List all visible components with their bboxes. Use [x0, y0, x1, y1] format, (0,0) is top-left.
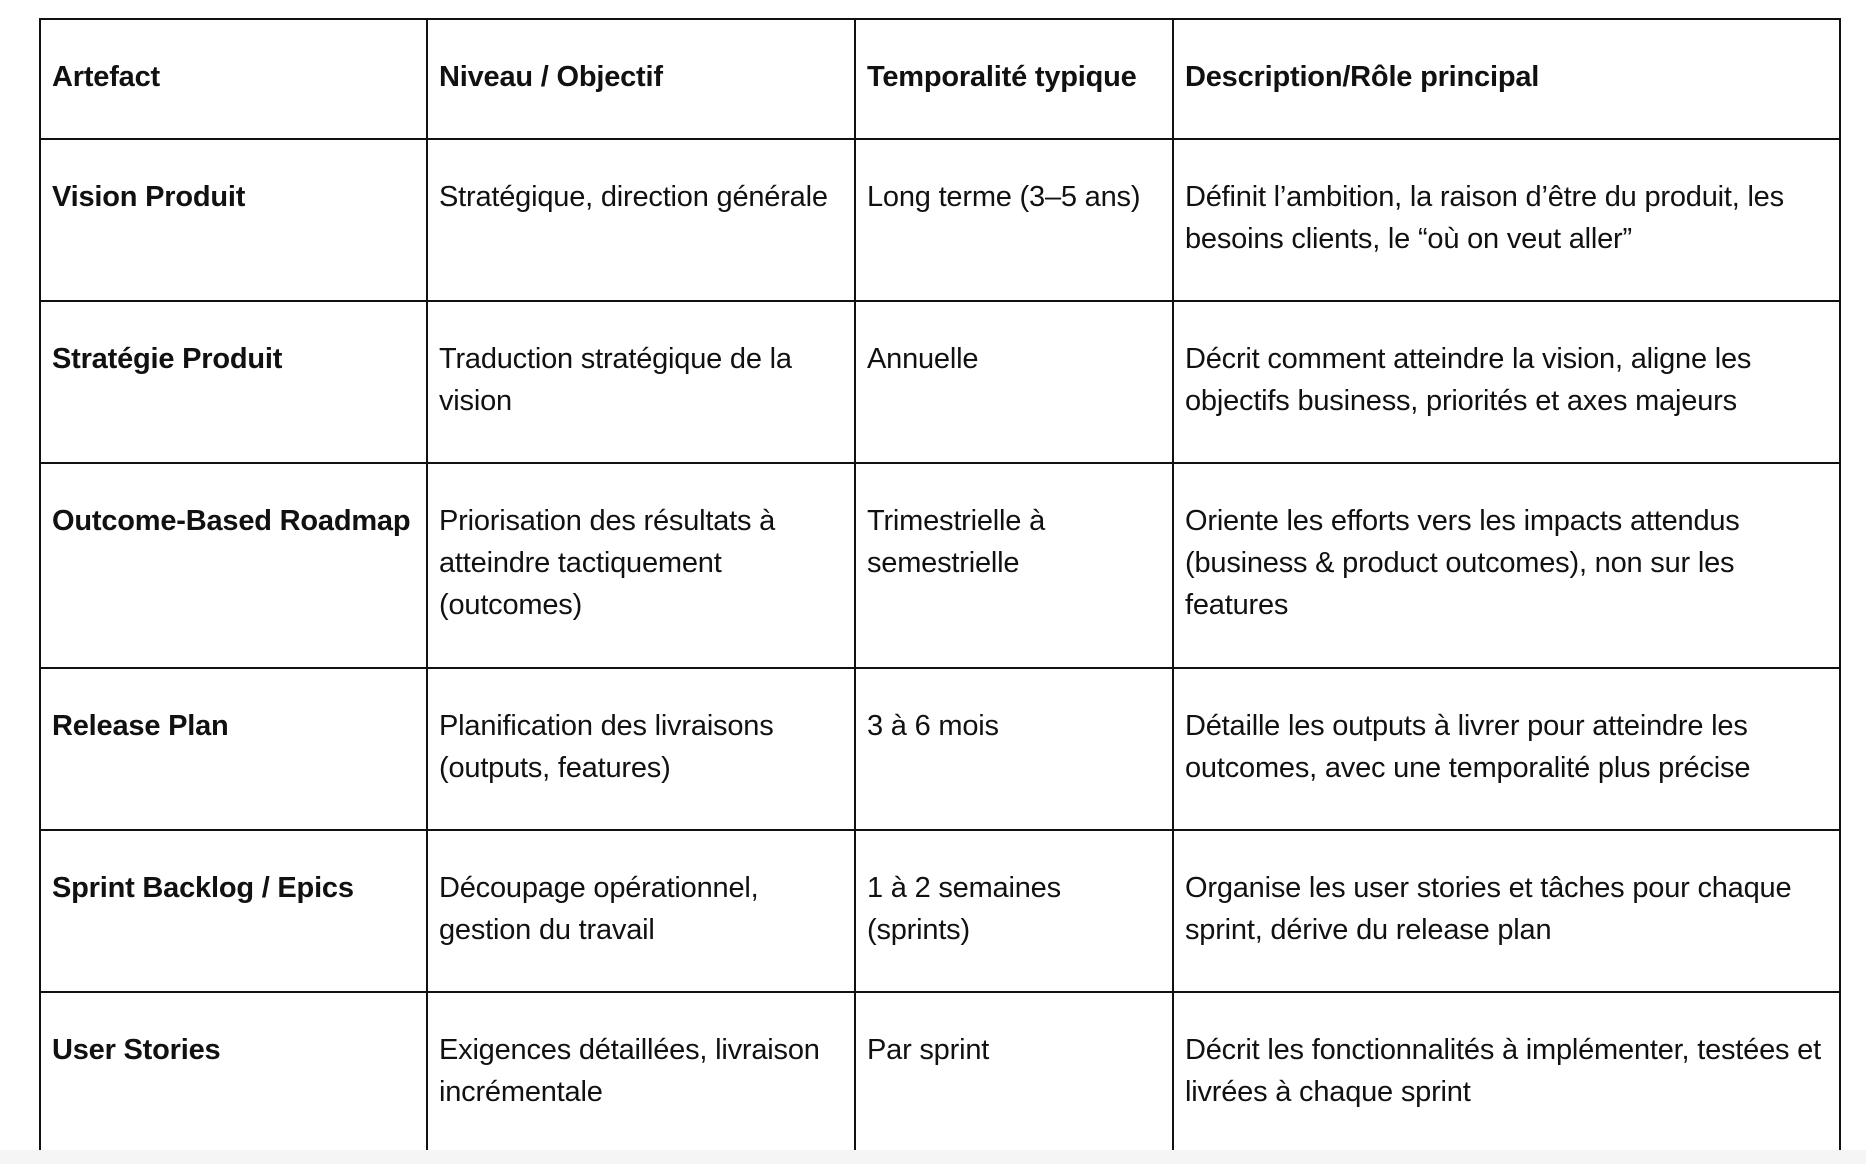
header-niveau-objectif: Niveau / Objectif [427, 19, 855, 139]
header-row [40, 19, 1840, 139]
cell-artefact: Outcome-Based Roadmap [40, 463, 427, 668]
cell-temporalite: Long terme (3–5 ans) [855, 139, 1173, 301]
cell-description: Décrit comment atteindre la vision, aligne les objectifs business, priorités et axes majeurs [1173, 301, 1840, 463]
header-artefact: Artefact [40, 19, 427, 139]
header-temporalite: Temporalité typique [855, 19, 1173, 139]
table-row [40, 463, 1840, 668]
table-row [40, 301, 1840, 463]
cell-description: Détaille les outputs à livrer pour atteindre les outcomes, avec une temporalité plus précise [1173, 668, 1840, 830]
cell-description: Décrit les fonctionnalités à implémenter, testées et livrées à chaque sprint [1173, 992, 1840, 1154]
cell-artefact: Stratégie Produit [40, 301, 427, 463]
cell-niveau: Planification des livraisons (outputs, features) [427, 668, 855, 830]
table-body [40, 139, 1840, 1154]
cell-artefact: User Stories [40, 992, 427, 1154]
artefact-table [39, 18, 1841, 1155]
cell-niveau: Priorisation des résultats à atteindre tactiquement (outcomes) [427, 463, 855, 668]
table-row [40, 139, 1840, 301]
cell-temporalite: 1 à 2 semaines (sprints) [855, 830, 1173, 992]
table-row [40, 992, 1840, 1154]
table-row [40, 830, 1840, 992]
table-header [40, 19, 1840, 139]
cell-description: Organise les user stories et tâches pour chaque sprint, dérive du release plan [1173, 830, 1840, 992]
cell-temporalite: 3 à 6 mois [855, 668, 1173, 830]
cell-temporalite: Annuelle [855, 301, 1173, 463]
cell-niveau: Découpage opérationnel, gestion du travail [427, 830, 855, 992]
cell-temporalite: Par sprint [855, 992, 1173, 1154]
cell-artefact: Sprint Backlog / Epics [40, 830, 427, 992]
cell-temporalite: Trimestrielle à semestrielle [855, 463, 1173, 668]
cell-niveau: Stratégique, direction générale [427, 139, 855, 301]
cell-artefact: Vision Produit [40, 139, 427, 301]
table-row [40, 668, 1840, 830]
cell-description: Oriente les efforts vers les impacts attendus (business & product outcomes), non sur les features [1173, 463, 1840, 668]
cell-niveau: Traduction stratégique de la vision [427, 301, 855, 463]
cell-artefact: Release Plan [40, 668, 427, 830]
cell-description: Définit l’ambition, la raison d’être du produit, les besoins clients, le “où on veut aller” [1173, 139, 1840, 301]
header-description: Description/Rôle principal [1173, 19, 1840, 139]
cell-niveau: Exigences détaillées, livraison incrémentale [427, 992, 855, 1154]
page-bottom-band [0, 1150, 1866, 1164]
